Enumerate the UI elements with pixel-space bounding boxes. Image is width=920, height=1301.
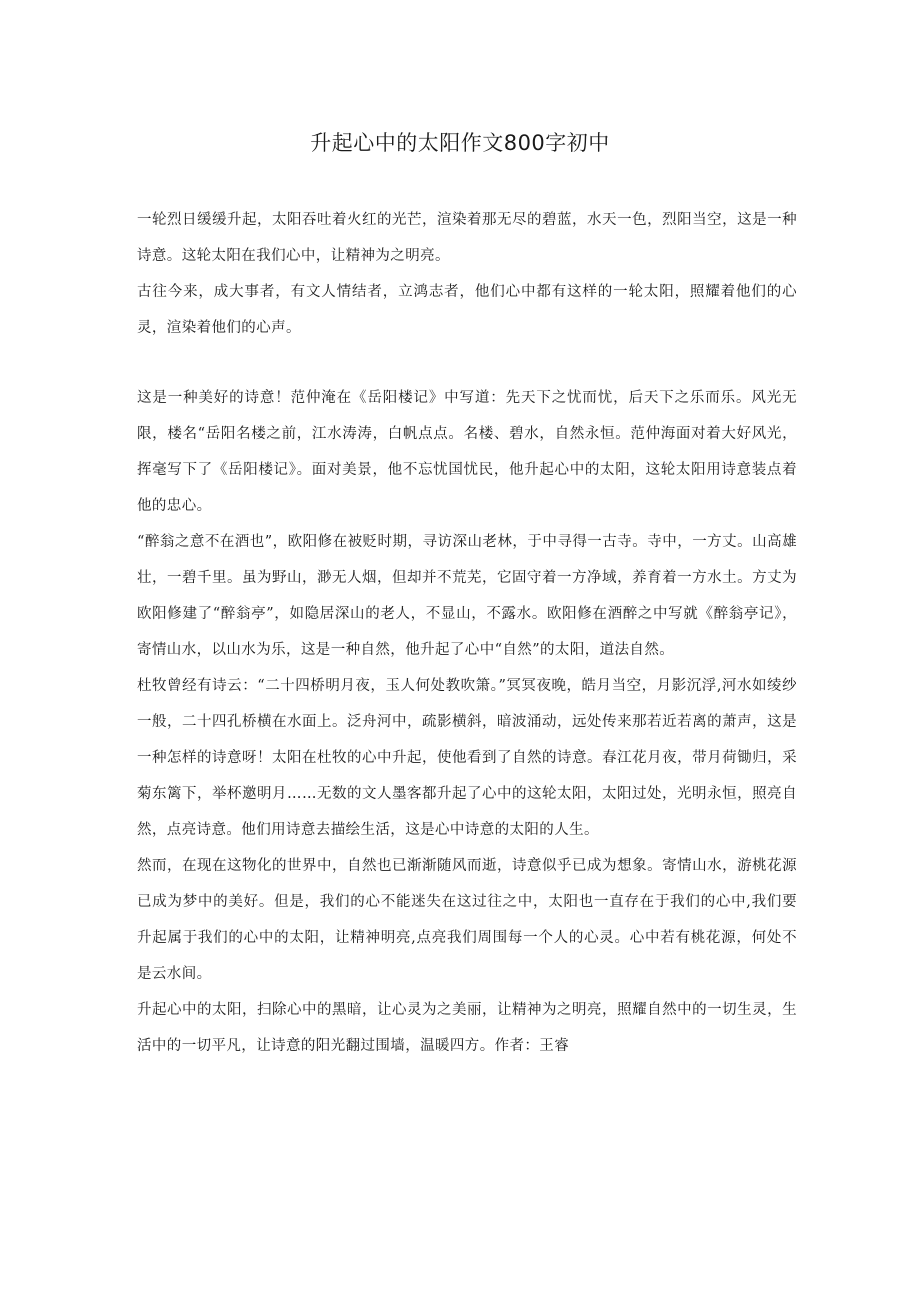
paragraph-6: 然而，在现在这物化的世界中，自然也已渐渐随风而逝，诗意似乎已成为想象。寄情山水，游桃花源已成为梦中的美好。但是，我们的心不能迷失在这过往之中，太阳也一直存在于我们的心中,我们要升起属于我们的心中的太阳，让精神明亮,点亮我们周围每一个人的心灵。心中若有桃花源，何处不是云水间。	[137, 858, 797, 982]
document-body	[137, 202, 797, 1064]
paragraph-2: 古往今来，成大事者，有文人情结者，立鸿志者，他们心中都有这样的一轮太阳，照耀着他们的心灵，渲染着他们的心声。	[137, 284, 797, 336]
document-title: 升起心中的太阳作文800字初中	[310, 131, 610, 155]
paragraph-5: 杜牧曾经有诗云：“二十四桥明月夜，玉人何处教吹箫。”冥冥夜晚，皓月当空，月影沉浮,河水如绫纱一般，二十四孔桥横在水面上。泛舟河中，疏影横斜，暗波涌动，远处传来那若近若离的萧声，这是一种怎样的诗意呀！太阳在杜牧的心中升起，使他看到了自然的诗意。春江花月夜，带月荷锄归，采菊东篱下，举杯邀明月……无数的文人墨客都升起了心中的这轮太阳，太阳过处，光明永恒，照亮自然，点亮诗意。他们用诗意去描绘生活，这是心中诗意的太阳的人生。	[137, 678, 797, 838]
paragraph-1: 一轮烈日缓缓升起，太阳吞吐着火红的光芒，渲染着那无尽的碧蓝，水天一色，烈阳当空，这是一种诗意。这轮太阳在我们心中，让精神为之明亮。	[137, 212, 797, 264]
paragraph-3: 这是一种美好的诗意！范仲淹在《岳阳楼记》中写道：先天下之忧而忧，后天下之乐而乐。风光无限，楼名“岳阳名楼之前，江水涛涛，白帆点点。名楼、碧水，自然永恒。范仲海面对着大好风光，挥毫写下了《岳阳楼记》。面对美景，他不忘忧国忧民，他升起心中的太阳，这轮太阳用诗意装点着他的忠心。	[137, 390, 797, 514]
paragraph-7: 升起心中的太阳，扫除心中的黑暗，让心灵为之美丽，让精神为之明亮，照耀自然中的一切生灵，生活中的一切平凡，让诗意的阳光翻过围墙，温暖四方。作者：王睿	[137, 1002, 797, 1054]
paragraph-4: “醉翁之意不在酒也”，欧阳修在被贬时期，寻访深山老林，于中寻得一古寺。寺中，一方丈。山高雄壮，一碧千里。虽为野山，渺无人烟，但却并不荒芜，它固守着一方净域，养育着一方水土。方丈为欧阳修建了“醉翁亭”，如隐居深山的老人，不显山，不露水。欧阳修在酒醉之中写就《醉翁亭记》，寄情山水，以山水为乐，这是一种自然，他升起了心中“自然”的太阳，道法自然。	[137, 534, 797, 658]
